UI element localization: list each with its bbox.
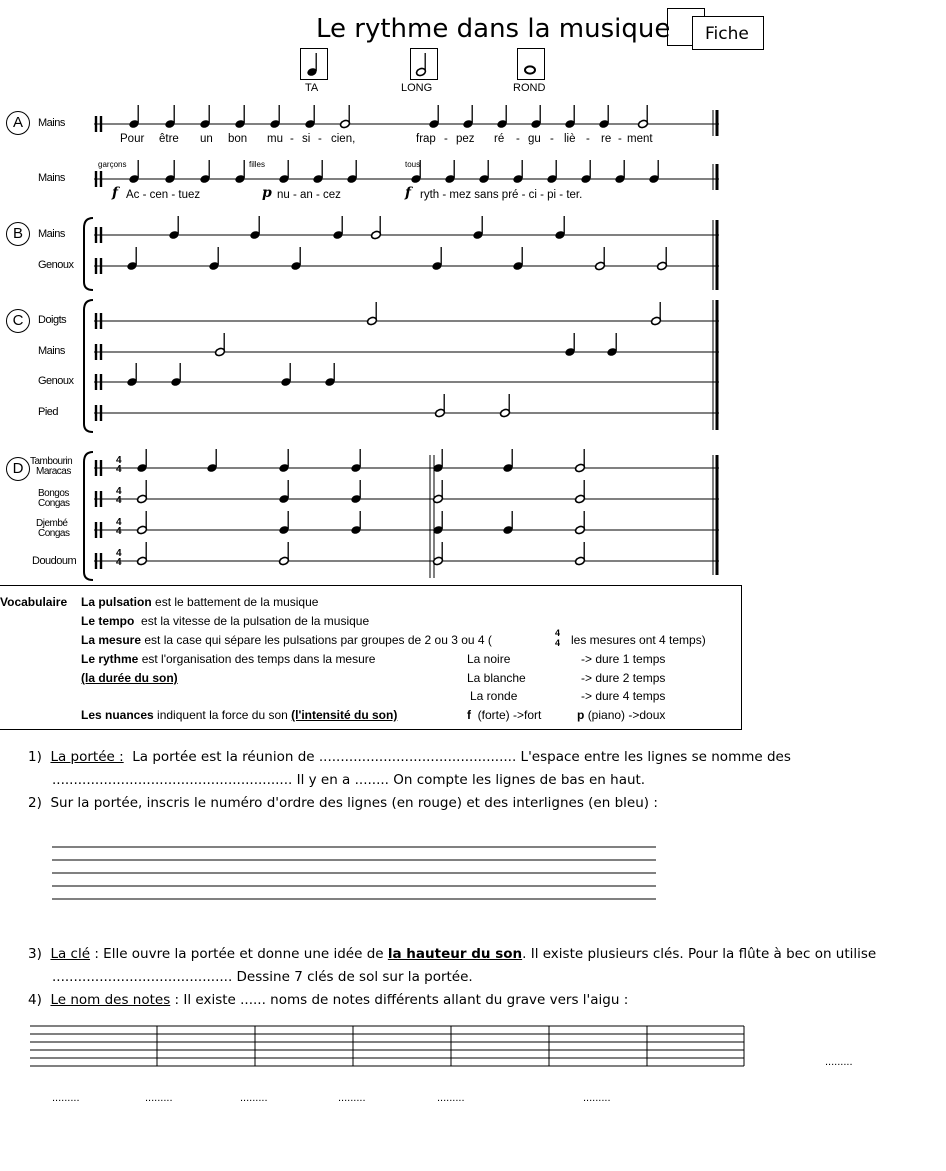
lyric: gu: [528, 133, 541, 145]
section-d-letter: D: [6, 457, 30, 481]
lyric: liè: [564, 133, 576, 145]
lyric: être: [159, 133, 179, 145]
lyric: -: [444, 133, 448, 145]
lyric: -: [618, 133, 622, 145]
question-1: 1) La portée : La portée est la réunion de .............................................. L'espace entre les lignes se nomme des: [28, 749, 791, 765]
page-title: Le rythme dans la musique: [316, 14, 671, 44]
lyric: si: [302, 133, 311, 145]
quarter-note-icon: [306, 53, 318, 77]
note-duration: -> dure 2 temps: [581, 671, 666, 685]
section-b-notes: [126, 216, 667, 271]
vocab-line-nuances: Les nuances indiquent la force du son (l'intensité du son): [81, 708, 398, 722]
dynamic-forte: f: [405, 185, 412, 201]
fiche-label: Fiche: [692, 16, 764, 50]
row-label-d3b: Congas: [38, 528, 70, 539]
row-label-a2: Mains: [38, 172, 65, 184]
section-c-letter: C: [6, 309, 30, 333]
vocab-piano: p (piano) ->doux: [577, 708, 666, 722]
lyric: -: [318, 133, 322, 145]
lyric: un: [200, 133, 213, 145]
row-label-d2a: Bongos: [38, 488, 69, 499]
group-label-garcons: garçons: [98, 160, 127, 169]
vocab-line-tempo: Le tempo est la vitesse de la pulsation de la musique: [81, 614, 370, 628]
legend-ta-label: TA: [305, 82, 319, 94]
lyric: Pour: [120, 133, 145, 145]
row-label-b1: Mains: [38, 228, 65, 240]
row-label-d2b: Congas: [38, 498, 70, 509]
vocabulary-heading: Vocabulaire: [0, 595, 68, 609]
lyric: ment: [627, 133, 653, 145]
lyric-line2-c: ryth - mez sans pré - ci - pi - ter.: [420, 189, 583, 201]
note-duration: -> dure 4 temps: [581, 689, 666, 703]
time-signature: 4 4: [116, 455, 122, 475]
lyric-line2-a: Ac - cen - tuez: [126, 189, 201, 201]
answer-blank[interactable]: .........: [145, 1092, 173, 1104]
whole-note-icon: [525, 66, 535, 73]
row-label-d1a: Tambourin: [30, 456, 73, 467]
lyric: frap: [416, 133, 436, 145]
lyric: cien,: [331, 133, 356, 145]
section-d-notes: [136, 449, 585, 566]
vocab-line-pulsation: La pulsation est le battement de la musique: [81, 595, 319, 609]
question-3: 3) La clé : Elle ouvre la portée et donne une idée de la hauteur du son. Il existe plusieurs clés. Pour la flûte à bec on utilise: [28, 946, 877, 962]
question-1-cont: ........................................................ Il y en a ........ On compte les lignes de bas en haut.: [52, 772, 646, 788]
lyric: -: [586, 133, 590, 145]
section-b-letter: B: [6, 222, 30, 246]
dynamic-forte: f: [112, 185, 119, 201]
time-signature: 4 4: [116, 517, 122, 537]
lyric: ré: [494, 133, 505, 145]
row-label-a1: Mains: [38, 117, 65, 129]
vocab-line-rythme: Le rythme est l'organisation des temps dans la mesure: [81, 652, 376, 666]
section-a-notes: [128, 105, 660, 184]
lyric: -: [290, 133, 294, 145]
blank-staff-q2: [52, 847, 656, 899]
row-label-d1b: Maracas: [36, 466, 71, 477]
row-label-d3a: Djembé: [36, 518, 68, 529]
legend-long-label: LONG: [401, 82, 433, 94]
row-label-c2: Mains: [38, 345, 65, 357]
lyric: -: [550, 133, 554, 145]
question-4: 4) Le nom des notes : Il existe ...... noms de notes différents allant du grave vers l'aigu :: [28, 992, 629, 1008]
note-name: La noire: [467, 652, 511, 666]
time-signature: 4 4: [116, 486, 122, 506]
answer-blank[interactable]: .........: [825, 1056, 853, 1068]
vocab-time-signature: 4 4: [555, 628, 561, 648]
group-label-tous: tous: [405, 160, 421, 169]
time-signature: 4 4: [116, 548, 122, 568]
vocab-line-mesure-end: les mesures ont 4 temps): [571, 633, 706, 647]
vocab-line-mesure: La mesure est la case qui sépare les pulsations par groupes de 2 ou 3 ou 4 (: [81, 633, 492, 647]
row-label-d4: Doudoum: [32, 555, 77, 567]
row-label-b2: Genoux: [38, 259, 74, 271]
dynamic-piano: p: [262, 185, 272, 201]
notes-staff-q4: [30, 1026, 744, 1066]
half-note-icon: [415, 53, 426, 77]
lyric-line2-b: nu - an - cez: [277, 189, 341, 201]
answer-blank[interactable]: .........: [583, 1092, 611, 1104]
note-duration: -> dure 1 temps: [581, 652, 666, 666]
note-name: La blanche: [467, 671, 526, 685]
group-label-filles: filles: [249, 160, 266, 169]
lyric: pez: [456, 133, 475, 145]
legend-rond-label: ROND: [513, 82, 546, 94]
row-label-c1: Doigts: [38, 314, 67, 326]
question-2: 2) Sur la portée, inscris le numéro d'ordre des lignes (en rouge) et des interlignes (en bleu) :: [28, 795, 658, 811]
answer-blank[interactable]: .........: [437, 1092, 465, 1104]
section-c-notes: [126, 302, 661, 418]
lyric: bon: [228, 133, 248, 145]
lyric: re: [601, 133, 612, 145]
question-3-cont: .......................................... Dessine 7 clés de sol sur la portée.: [52, 969, 473, 985]
note-name: La ronde: [470, 689, 518, 703]
lyric: -: [516, 133, 520, 145]
vocab-line-duree: (la durée du son): [81, 671, 178, 685]
answer-blank[interactable]: .........: [338, 1092, 366, 1104]
row-label-c4: Pied: [38, 406, 59, 418]
answer-blank[interactable]: .........: [52, 1092, 80, 1104]
vocab-forte: f (forte) ->fort: [467, 708, 542, 722]
section-a-letter: A: [6, 111, 30, 135]
row-label-c3: Genoux: [38, 375, 74, 387]
lyric: mu: [267, 133, 283, 145]
answer-blank[interactable]: .........: [240, 1092, 268, 1104]
